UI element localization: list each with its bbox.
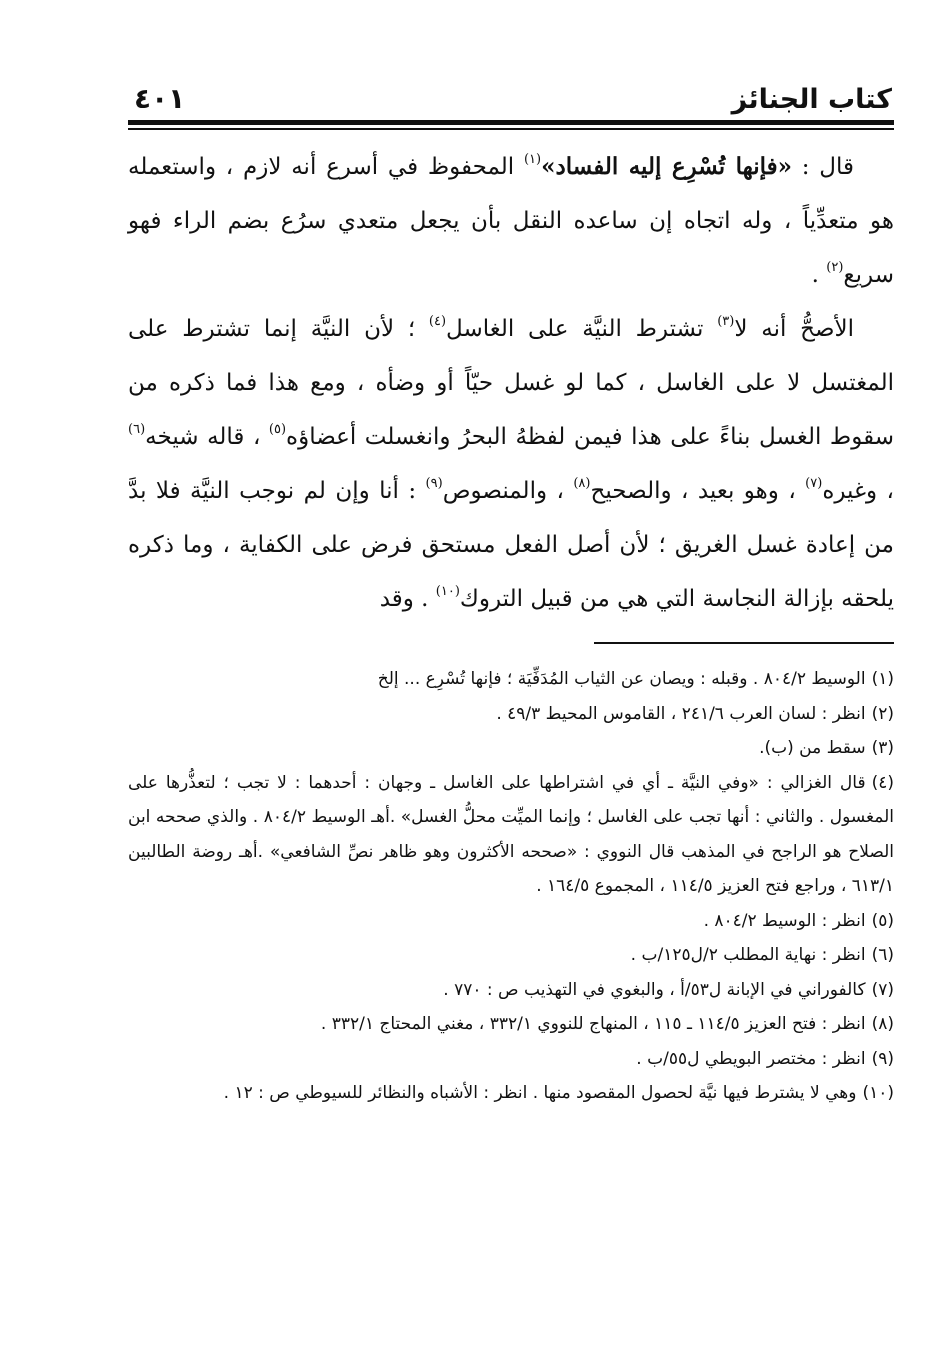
header-rule-thick <box>128 120 894 125</box>
text-segment: ، والمنصوص <box>442 478 574 504</box>
quoted-phrase: «فإنها تُسْرِع إليه الفساد» <box>541 153 793 180</box>
footnote-number: (٦) <box>871 945 894 965</box>
footnote-ref-2: (٢) <box>826 260 844 275</box>
footnote-text: الوسيط ٨٠٤/٢ . وقبله : ويصان عن الثياب المُدَفِّيَة ؛ فإنها تُسْرِع ... إلخ <box>377 669 866 689</box>
text-segment: الأصحُّ أنه لا <box>734 316 854 342</box>
footnote-7 <box>128 973 894 1008</box>
footnote-2 <box>128 697 894 732</box>
text-segment: . وقد <box>379 586 436 612</box>
footnote-text: انظر : الوسيط ٨٠٤/٢ . <box>703 910 866 931</box>
footnote-text: انظر : لسان العرب ٢٤١/٦ ، القاموس المحيط ٤٩/٣ . <box>496 703 866 724</box>
footnote-text: انظر : فتح العزيز ١١٤/٥ ـ ١١٥ ، المنهاج للنووي ٣٣٢/١ ، مغني المحتاج ٣٣٢/١ . <box>320 1014 866 1034</box>
footnote-text: سقط من (ب). <box>759 738 866 758</box>
footnote-text: انظر : مختصر البويطي ل٥٥/ب . <box>636 1048 866 1069</box>
footnote-ref-1: (١) <box>523 152 542 167</box>
footnote-number: (١٠) <box>862 1083 894 1103</box>
text-segment: المحفوظ في أسرع أنه لازم ، واستعمله هو متعدِّياً ، وله اتجاه إن ساعده النقل بأن يجعل متعدي سرُع بضم الراء فهو سريع <box>128 154 894 288</box>
footnote-number: (٢) <box>871 703 894 724</box>
footnote-9 <box>128 1042 894 1077</box>
footnote-ref-3: (٣) <box>717 314 735 329</box>
text-segment: تشترط النيَّة على الغاسل <box>446 316 718 342</box>
text-segment: قال : <box>792 154 854 180</box>
footnote-8 <box>128 1007 894 1042</box>
footnote-number: (١) <box>871 669 894 689</box>
page-number: ٤٠١ <box>134 82 186 115</box>
footnote-ref-4: (٤) <box>428 314 447 329</box>
main-text <box>128 140 894 626</box>
footnote-text: وهي لا يشترط فيها نيَّة لحصول المقصود منها . انظر : الأشباه والنظائر للسيوطي ص : ١٢ . <box>223 1083 857 1103</box>
running-header <box>128 76 894 120</box>
footnote-ref-8: (٨) <box>573 476 591 491</box>
footnote-5 <box>128 904 894 939</box>
footnote-ref-10: (١٠) <box>435 584 460 599</box>
footnote-number: (٤) <box>871 772 894 793</box>
text-segment: . <box>811 262 827 288</box>
text-segment: ، قاله شيخه <box>145 424 269 450</box>
footnote-ref-7: (٧) <box>805 476 823 491</box>
paragraph-1 <box>128 140 894 302</box>
footnote-ref-6: (٦) <box>128 422 146 437</box>
footnote-ref-9: (٩) <box>425 476 443 491</box>
footnote-10 <box>128 1076 894 1111</box>
footnote-number: (٥) <box>871 910 894 931</box>
header-rule-thin <box>128 128 894 130</box>
footnote-number: (٩) <box>871 1048 894 1069</box>
chapter-title: كتاب الجنائز <box>731 84 892 115</box>
text-segment: ، وهو بعيد ، والصحيح <box>590 478 806 504</box>
footnote-number: (٣) <box>871 738 894 758</box>
footnote-text: انظر : نهاية المطلب ٢/ل١٢٥/ب . <box>630 945 866 965</box>
footnote-number: (٧) <box>871 979 894 1000</box>
text-segment: ، وغيره <box>822 478 894 504</box>
footnote-4 <box>128 766 894 904</box>
footnote-number: (٨) <box>871 1014 894 1034</box>
text-segment: ؛ لأن النيَّة إنما تشترط على المغتسل لا على الغاسل ، كما لو غسل حيّاً أو وضأه ، ومع هذا فما ذكره من سقوط الغسل بناءً على هذا فيمن لفظهُ البحرُ وانغسلت أعضاؤه <box>128 316 894 450</box>
footnote-text: كالفوراني في الإبانة ل٥٣/أ ، والبغوي في التهذيب ص : ٧٧٠ . <box>443 979 866 1000</box>
footnote-3 <box>128 731 894 766</box>
footnote-1 <box>128 662 894 697</box>
book-page <box>128 76 894 1346</box>
footnotes <box>128 662 894 1111</box>
footnote-separator <box>594 642 894 644</box>
paragraph-2 <box>128 302 894 626</box>
footnote-text: قال الغزالي : «وفي النيَّة ـ أي في اشتراطها على الغاسل ـ وجهان : أحدهما : لا تجب ؛ لتعذُّرها على المغسول . والثاني : أنها تجب على الغاسل ؛ وإنما الميِّت محلُّ الغسل» .أهـ الوسيط ٨٠٤/٢ . والذي صححه ابن الصلاح هو الراجح في المذهب قال النووي : «صححه الأكثرون وهو ظاهر نصِّ الشافعي» .أهـ روضة الطالبين ٦١٣/١ ، وراجع فتح العزيز ١١٤/٥ ، المجموع ١٦٤/٥ . <box>128 772 894 896</box>
text-segment: : أنا وإن لم نوجب النيَّة فلا بدَّ من إعادة غسل الغريق ؛ لأن أصل الفعل مستحق فرض على الكفاية ، وما ذكره يلحقه بإزالة النجاسة التي هي من قبيل التروك <box>128 478 894 612</box>
footnote-ref-5: (٥) <box>268 422 287 437</box>
footnote-6 <box>128 938 894 973</box>
